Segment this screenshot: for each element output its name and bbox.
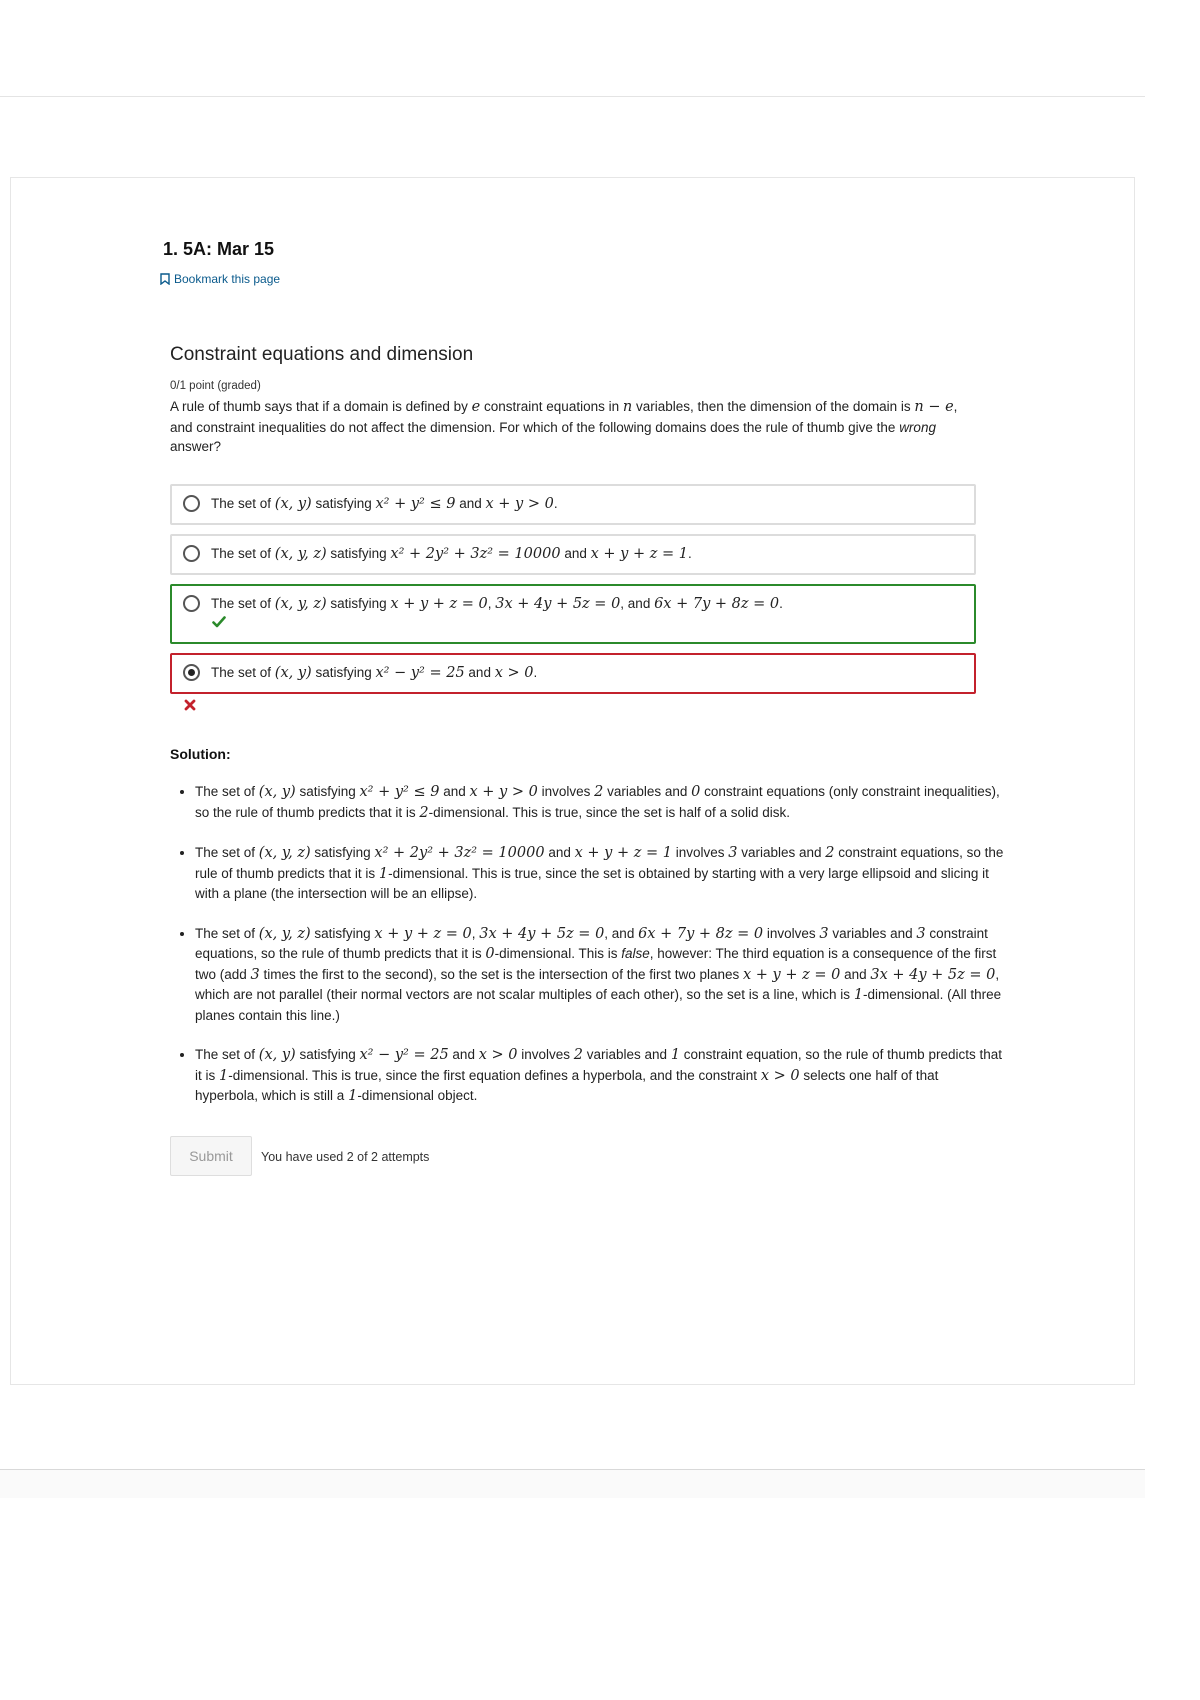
math-n: n (622, 399, 633, 415)
bookmark-button[interactable] (160, 272, 280, 286)
header-divider (0, 96, 1145, 97)
checkmark-icon (212, 616, 226, 628)
attempts-text: You have used 2 of 2 attempts (261, 1150, 430, 1164)
footer-band (0, 1469, 1145, 1498)
false-emphasis: false (621, 946, 650, 961)
solution-list (175, 782, 1005, 1127)
bookmark-icon (160, 273, 170, 285)
choice-1[interactable] (170, 484, 976, 525)
solution-item-1: • The set of (x, y) satisfying x² + y² ≤ 9 and x + y > 0 involves 2 variables and 0 constraint equations (only constraint inequalities), so the rule of thumb predicts that it is 2-dimensional. This is true, since the set is half of a solid disk. (195, 782, 1005, 823)
wrong-emphasis: wrong (899, 419, 936, 435)
solution-item-3: • The set of (x, y, z) satisfying x + y + z = 0, 3x + 4y + 5z = 0, and 6x + 7y + 8z = 0 involves 3 variables and 3 constraint equations, so the rule of thumb predicts that it is 0-dimensional. This is false, however: The third equation is a consequence of the first two (add 3 times the first to the second), so the set is the intersection of the first two planes x + y + z = 0 and 3x + 4y + 5z = 0, which are not parallel (their normal vectors are not scalar multiples of each other), so the set is a line, which is 1-dimensional. (All three planes contain this line.) (195, 924, 1005, 1026)
choice-3-label: The set of (x, y, z) satisfying x + y + z = 0, 3x + 4y + 5z = 0, and 6x + 7y + 8z = 0. (211, 596, 783, 612)
solution-item-2: • The set of (x, y, z) satisfying x² + 2y² + 3z² = 10000 and x + y + z = 1 involves 3 variables and 2 constraint equations, so the rule of thumb predicts that it is 1-dimensional. This is true, since the set is obtained by starting with a very large ellipsoid and slicing it with a plane (the intersection will be an ellipse). (195, 843, 1005, 904)
radio-choice-2[interactable] (183, 545, 200, 562)
problem-prompt: A rule of thumb says that if a domain is defined by e constraint equations in n variables, then the dimension of the domain is n − e, and constraint inequalities do not affect the dimension. For which of the following domains does the rule of thumb give the wrong answer? (170, 399, 958, 454)
choice-4-label: The set of (x, y) satisfying x² − y² = 25 and x > 0. (211, 665, 538, 681)
bookmark-label: Bookmark this page (174, 272, 281, 286)
choice-1-label: The set of (x, y) satisfying x² + y² ≤ 9 and x + y > 0. (211, 496, 558, 512)
solution-item-4: • The set of (x, y) satisfying x² − y² = 25 and x > 0 involves 2 variables and 1 constraint equation, so the rule of thumb predicts that it is 1-dimensional. This is true, since the first equation defines a hyperbola, and the constraint x > 0 selects one half of that hyperbola, which is still a 1-dimensional object. (195, 1045, 1005, 1107)
submit-button[interactable]: Submit (170, 1136, 252, 1176)
choice-2[interactable] (170, 534, 976, 575)
radio-choice-1[interactable] (183, 495, 200, 512)
problem-points: 0/1 point (graded) (170, 380, 261, 392)
math-n-minus-e: n − e (914, 399, 954, 415)
radio-choice-4[interactable] (183, 664, 200, 681)
unit-title: 1. 5A: Mar 15 (163, 239, 275, 259)
choice-2-label: The set of (x, y, z) satisfying x² + 2y² + 3z² = 10000 and x + y + z = 1. (211, 546, 692, 562)
radio-choice-3[interactable] (183, 595, 200, 612)
choice-4[interactable] (170, 653, 976, 694)
x-mark-icon (184, 699, 196, 711)
choice-3[interactable] (170, 584, 976, 644)
math-e: e (471, 399, 481, 415)
problem-title: Constraint equations and dimension (170, 344, 474, 365)
solution-label: Solution: (170, 746, 231, 762)
